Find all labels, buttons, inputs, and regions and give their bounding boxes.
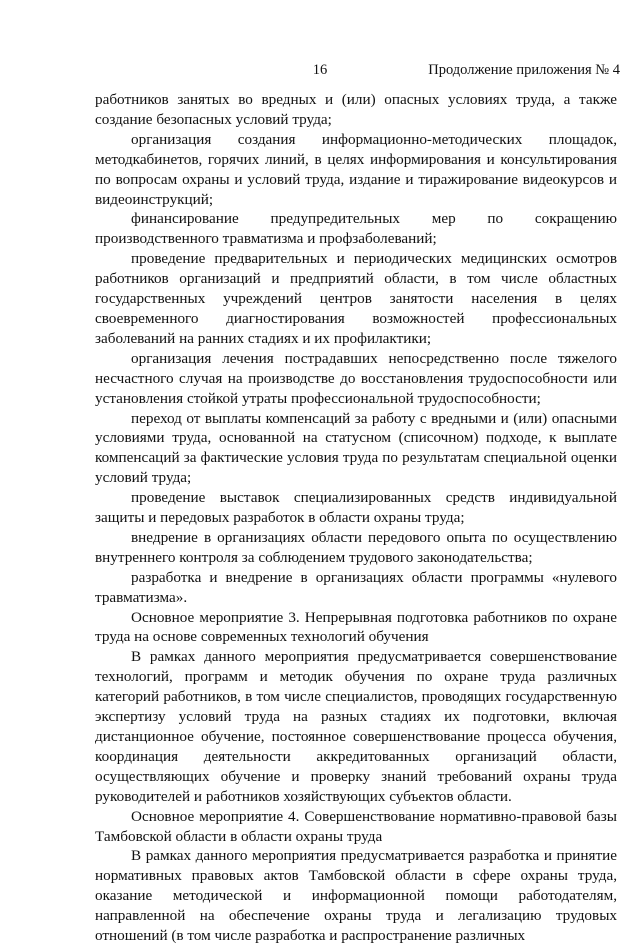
paragraph-training: В рамках данного мероприятия предусматривается совершенствование технологий, программ и методик обучения по охране труда различных категорий работников, в том числе специалистов, проводящих государственную экспертизу условий труда на разных стадиях их подготовки, включая дистанционное обучение, постоянное совершенствование процесса обучения, координация деятельности аккредитованных организаций области, осуществляющих обучение и проверку знаний требований охраны труда руководителей и работников хозяйствующих субъектов области. <box>95 648 617 805</box>
paragraph-exhibitions: проведение выставок специализированных средств индивидуальной защиты и передовых разработок в области охраны труда; <box>95 489 617 527</box>
paragraph-medical-exams: проведение предварительных и периодических медицинских осмотров работников организаций и предприятий области, в том числе областных государственных учреждений центров занятости населения в целях своевременного диагностирования возможностей профессиональных заболеваний на ранних стадиях и их профилактики; <box>95 250 617 347</box>
paragraph-compensation: переход от выплаты компенсаций за работу с вредными и (или) опасными условиями труда, основанной на статусном (списочном) подходе, к выплате компенсаций за фактические условия труда по результатам специальной оценки условий труда; <box>95 409 617 487</box>
paragraph-internal-control: внедрение в организациях области передового опыта по осуществлению внутреннего контроля за соблюдением трудового законодательства; <box>95 528 617 566</box>
paragraph-victim-treatment: организация лечения пострадавших непосредственно после тяжелого несчастного случая на производстве до восстановления трудоспособности или установления стойкой утраты профессиональной трудоспособности; <box>95 349 617 407</box>
paragraph-zero-injury: разработка и внедрение в организациях области программы «нулевого травматизма». <box>95 568 617 606</box>
document-body <box>95 90 617 946</box>
paragraph-info-platforms: организация создания информационно-методических площадок, методкабинетов, горячих линий, в целях информирования и консультирования по вопросам охраны и условий труда, издание и тиражирование видеокурсов и видеоинструкций; <box>95 130 617 208</box>
activity-3-heading: Основное мероприятие 3. Непрерывная подготовка работников по охране труда на основе современных технологий обучения <box>95 608 617 646</box>
paragraph-continued: работников занятых во вредных и (или) опасных условиях труда, а также создание безопасных условий труда; <box>95 91 617 128</box>
activity-4-heading: Основное мероприятие 4. Совершенствование нормативно-правовой базы Тамбовской области в области охраны труда <box>95 807 617 845</box>
appendix-continuation-label: Продолжение приложения № 4 <box>428 62 620 78</box>
paragraph-financing: финансирование предупредительных мер по сокращению производственного травматизма и профзаболеваний; <box>95 210 617 248</box>
paragraph-regulatory: В рамках данного мероприятия предусматривается разработка и принятие нормативных правовых актов Тамбовской области в сфере охраны труда, оказание методической и информационной помощи работодателям, направленной на обеспечение охраны труда и легализацию трудовых отношений (в том числе разработка и распространение различных <box>95 847 617 945</box>
page-number: 16 <box>312 62 328 78</box>
